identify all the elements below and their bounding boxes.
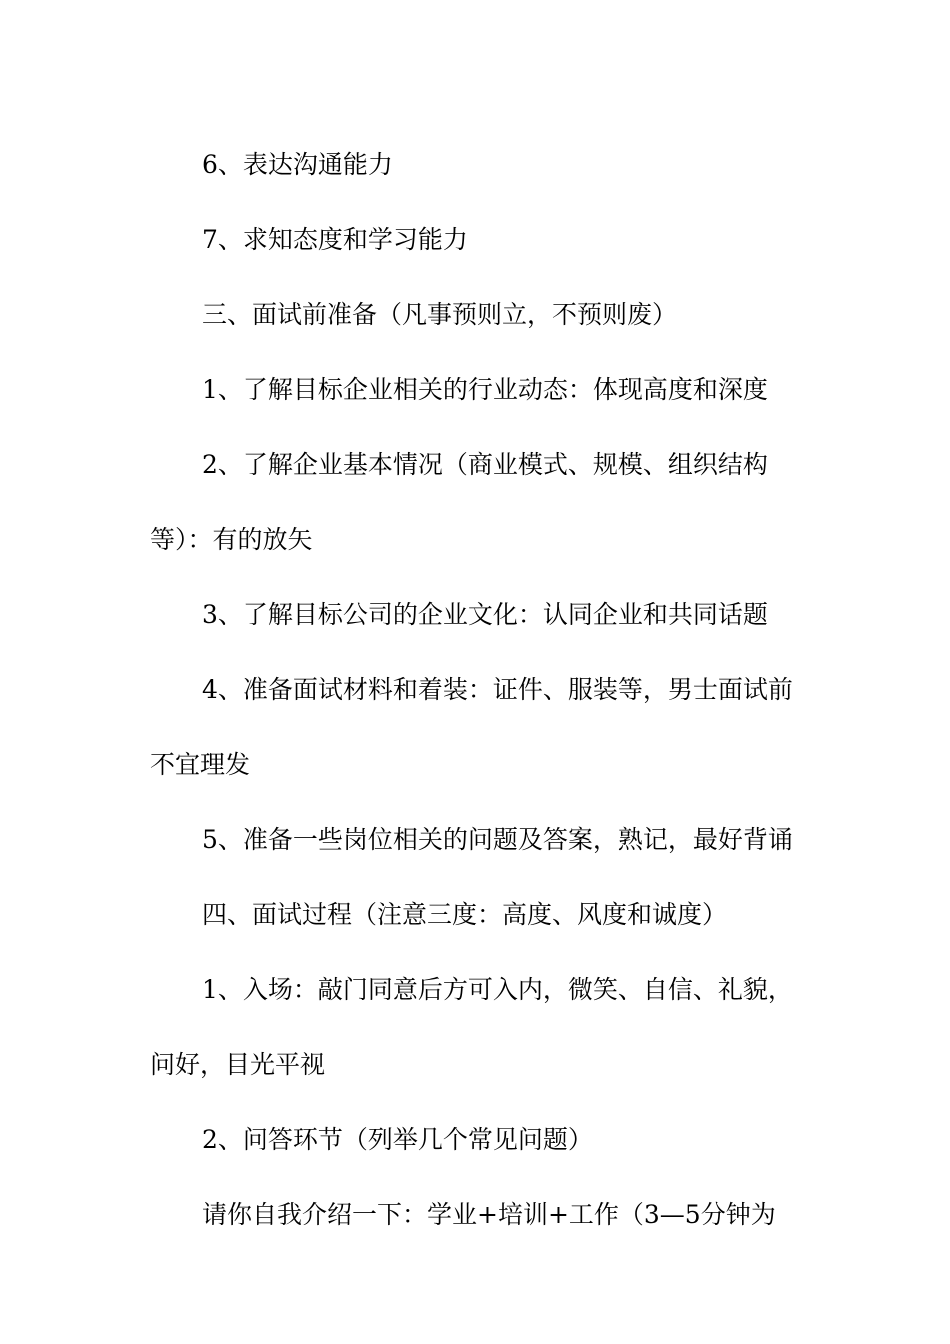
document-body bbox=[150, 127, 805, 1252]
paragraph-line: 请你自我介绍一下：学业+培训+工作（3—5分钟为 bbox=[202, 1200, 776, 1229]
paragraph-line-continued: 问好，目光平视 bbox=[150, 1050, 326, 1079]
paragraph-line: 2、问答环节（列举几个常见问题） bbox=[202, 1125, 593, 1154]
paragraph-line: 2、了解企业基本情况（商业模式、规模、组织结构 bbox=[202, 450, 768, 479]
paragraph-item-prep-5 bbox=[150, 802, 805, 877]
paragraph-line: 3、了解目标公司的企业文化：认同企业和共同话题 bbox=[202, 600, 768, 629]
paragraph-line-continued: 等）：有的放矢 bbox=[150, 525, 313, 554]
paragraph-line: 6、表达沟通能力 bbox=[202, 150, 393, 179]
paragraph-self-intro bbox=[150, 1177, 805, 1252]
paragraph-line: 1、了解目标企业相关的行业动态：体现高度和深度 bbox=[202, 375, 768, 404]
section-heading-3 bbox=[150, 277, 805, 352]
paragraph-item-prep-3 bbox=[150, 577, 805, 652]
heading-line: 四、面试过程（注意三度：高度、风度和诚度） bbox=[202, 900, 728, 929]
paragraph-line: 7、求知态度和学习能力 bbox=[202, 225, 468, 254]
paragraph-line-continued: 不宜理发 bbox=[150, 750, 251, 779]
paragraph-item-process-2 bbox=[150, 1102, 805, 1177]
paragraph-line: 1、入场：敲门同意后方可入内，微笑、自信、礼貌， bbox=[202, 975, 793, 1004]
heading-line: 三、面试前准备（凡事预则立，不预则废） bbox=[202, 300, 678, 329]
paragraph-item-prep-2 bbox=[150, 427, 805, 577]
paragraph-item-7 bbox=[150, 202, 805, 277]
paragraph-item-process-1 bbox=[150, 952, 805, 1102]
paragraph-line: 4、准备面试材料和着装：证件、服装等，男士面试前 bbox=[202, 675, 793, 704]
paragraph-item-prep-4 bbox=[150, 652, 805, 802]
section-heading-4 bbox=[150, 877, 805, 952]
paragraph-item-prep-1 bbox=[150, 352, 805, 427]
paragraph-line: 5、准备一些岗位相关的问题及答案，熟记，最好背诵 bbox=[202, 825, 793, 854]
paragraph-item-6 bbox=[150, 127, 805, 202]
